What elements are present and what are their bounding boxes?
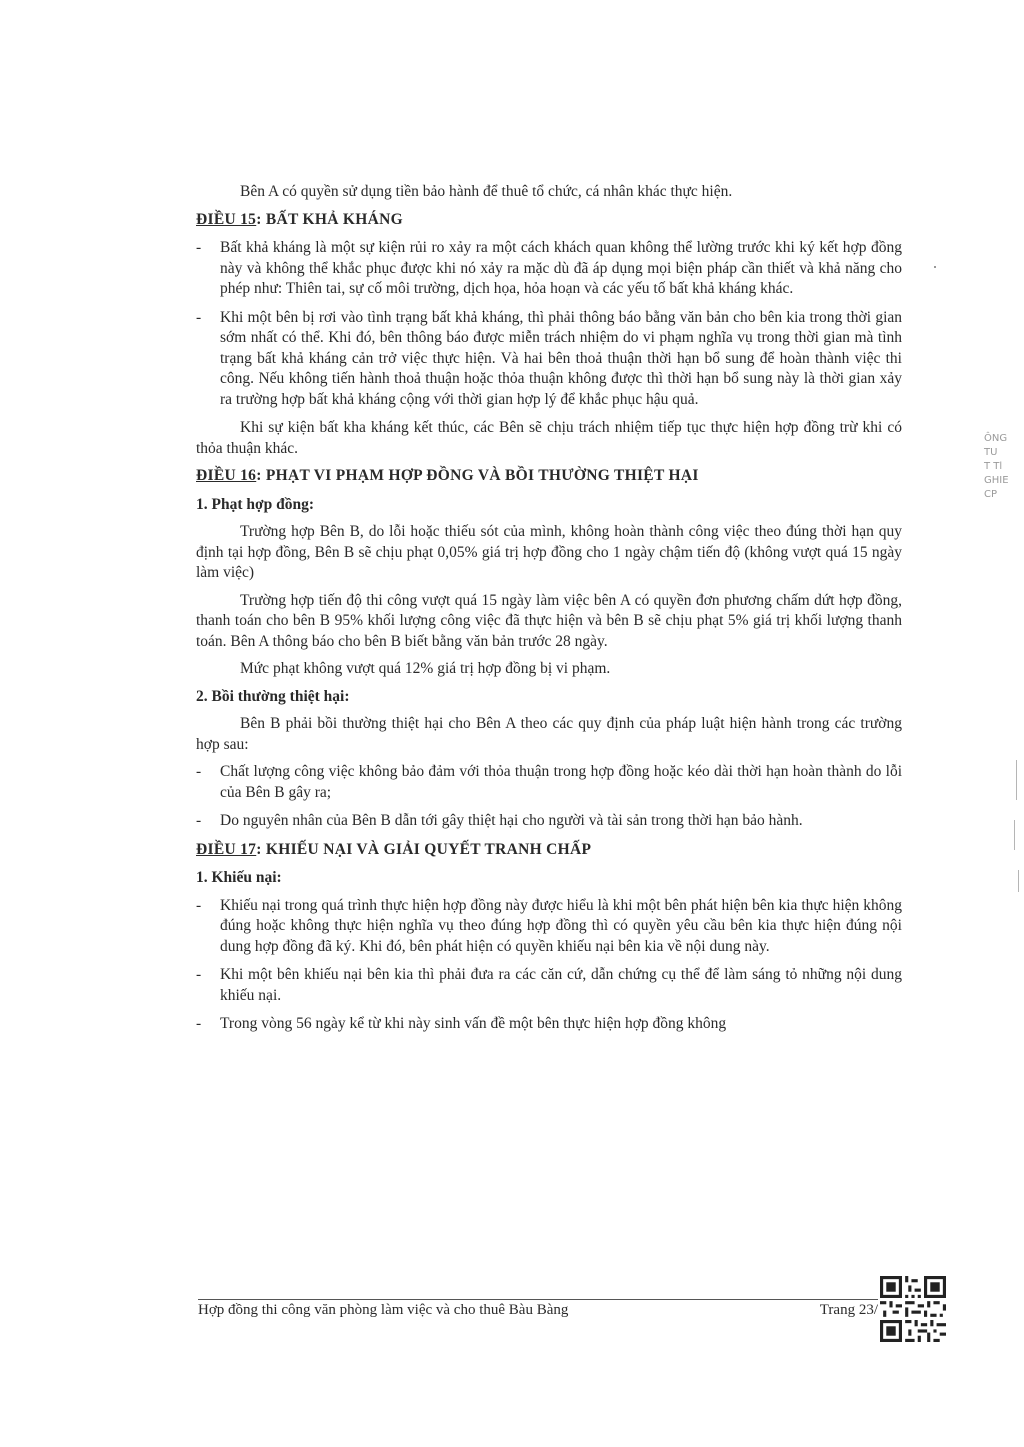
document-body bbox=[196, 182, 902, 1043]
bullet-dash: - bbox=[196, 812, 202, 829]
bullet-text: Chất lượng công việc không bảo đảm với thỏa thuận trong hợp đồng hoặc kéo dài thời hạn hoàn thành do lỗi của Bên B gây ra; bbox=[220, 763, 902, 801]
bullet-text: Do nguyên nhân của Bên B dẫn tới gây thiệt hại cho người và tài sản trong thời hạn bảo hành. bbox=[220, 812, 803, 829]
edge-scan-mark bbox=[1014, 820, 1015, 850]
bullet-dash: - bbox=[196, 966, 202, 983]
article-15-number: ĐIỀU 15 bbox=[196, 210, 257, 228]
article-17-number: ĐIỀU 17 bbox=[196, 840, 257, 858]
article-16-bullet-2 bbox=[196, 811, 902, 832]
intro-paragraph: Bên A có quyền sử dụng tiền bảo hành để thuê tổ chức, cá nhân khác thực hiện. bbox=[240, 183, 733, 200]
article-16-title: : PHẠT VI PHẠM HỢP ĐỒNG VÀ BỒI THƯỜNG THIỆT HẠI bbox=[256, 467, 699, 484]
article-17-sub-1: 1. Khiếu nại: bbox=[196, 869, 282, 886]
scan-speck bbox=[934, 266, 936, 268]
article-16-bullet-1 bbox=[196, 762, 902, 803]
article-15-heading bbox=[196, 210, 902, 231]
article-15-bullet-1 bbox=[196, 238, 902, 300]
article-17-heading bbox=[196, 840, 902, 861]
article-16-heading bbox=[196, 466, 902, 487]
margin-mark: T Tl bbox=[984, 461, 1003, 472]
article-17-bullet-3 bbox=[196, 1014, 902, 1035]
article-16-p3: Mức phạt không vượt quá 12% giá trị hợp đồng bị vi phạm. bbox=[240, 660, 611, 677]
article-17-bullet-2 bbox=[196, 965, 902, 1006]
bullet-text: Bất khả kháng là một sự kiện rủi ro xảy ra một cách khách quan không thể lường trước khi ký kết hợp đồng này và không thể khắc phục được khi nó xảy ra mặc dù đã áp dụng mọi biện pháp cần thiết và khả năng cho phép như: Thiên tai, sự cố môi trường, dịch họa, hỏa hoạn và các yếu tố bất khả kháng khác. bbox=[220, 239, 902, 297]
footer-page-number: Trang 23/ bbox=[819, 1302, 878, 1318]
margin-mark: ÔNG bbox=[984, 433, 1008, 444]
bullet-text: Khi một bên bị rơi vào tình trạng bất khả kháng, thì phải thông báo bằng văn bản cho bên kia trong thời gian sớm nhất có thể. Khi đó, bên thông báo được miễn trách nhiệm do vi phạm nghĩa vụ trong thời gian mà tình trạng bất khả kháng cản trở việc thực hiện. Và hai bên thoả thuận thời hạn bổ sung để hoàn thành việc thi công. Nếu không tiến hành thoả thuận hoặc thỏa thuận không được thì thời hạn bổ sung này là thời gian xảy ra trường hợp bất khả kháng cộng với thời gian hợp lý để khắc phục hậu quả. bbox=[220, 308, 902, 408]
bullet-text: Trong vòng 56 ngày kể từ khi này sinh vấn đề một bên thực hiện hợp đồng không bbox=[220, 1015, 727, 1032]
article-16-sub-1: 1. Phạt hợp đồng: bbox=[196, 495, 314, 513]
article-17-bullet-1 bbox=[196, 896, 902, 958]
bullet-dash: - bbox=[196, 763, 202, 780]
article-16-p2: Trường hợp tiến độ thi công vượt quá 15 ngày làm việc bên A có quyền đơn phương chấm dứt hợp đồng, thanh toán cho bên B 95% khối lượng công việc đã thực hiện và bên B sẽ chịu phạt 5% giá trị khối lượng thanh toán. Bên A thông báo cho bên B biết bằng văn bản trước 28 ngày. bbox=[196, 591, 902, 650]
article-17-title: : KHIẾU NẠI VÀ GIẢI QUYẾT TRANH CHẤP bbox=[256, 840, 592, 858]
article-16-sub-2: 2. Bồi thường thiệt hại: bbox=[196, 687, 350, 705]
bullet-dash: - bbox=[196, 1015, 202, 1032]
article-16-number: ĐIỀU 16 bbox=[196, 467, 257, 484]
bullet-text: Khiếu nại trong quá trình thực hiện hợp đồng này được hiểu là khi một bên phát hiện bên kia thực hiện không đúng hoặc không thực hiện nghĩa vụ theo đúng hợp đồng thì có quyền yêu cầu bên kia thực hiện đúng nội dung hợp đồng đã ký. Khi đó, bên phát hiện có quyền khiếu nại bên kia về nội dung này. bbox=[220, 896, 902, 955]
bullet-dash: - bbox=[196, 896, 202, 914]
margin-mark: TU bbox=[984, 447, 998, 458]
bullet-dash: - bbox=[196, 308, 202, 326]
page-footer bbox=[198, 1299, 878, 1319]
margin-stamp-remnant bbox=[984, 432, 1024, 592]
article-15-closing: Khi sự kiện bất kha kháng kết thúc, các Bên sẽ chịu trách nhiệm tiếp tục thực hiện hợp đồng trừ khi có thỏa thuận khác. bbox=[196, 419, 902, 457]
article-16-p4: Bên B phải bồi thường thiệt hại cho Bên A theo các quy định của pháp luật hiện hành trong các trường hợp sau: bbox=[196, 715, 902, 753]
margin-mark: CP bbox=[984, 489, 998, 500]
bullet-text: Khi một bên khiếu nại bên kia thì phải đưa ra các căn cứ, dẫn chứng cụ thể để làm sáng tỏ những nội dung khiếu nại. bbox=[220, 966, 902, 1004]
margin-mark: GHIE bbox=[984, 475, 1009, 486]
edge-scan-mark bbox=[1016, 760, 1017, 800]
article-15-title: : BẤT KHẢ KHÁNG bbox=[256, 210, 403, 228]
qr-code-icon bbox=[880, 1276, 946, 1342]
footer-document-title: Hợp đồng thi công văn phòng làm việc và cho thuê Bàu Bàng bbox=[198, 1302, 569, 1318]
edge-scan-mark bbox=[1018, 870, 1019, 892]
article-15-bullet-2 bbox=[196, 308, 902, 411]
article-16-p1: Trường hợp Bên B, do lỗi hoặc thiếu sót của mình, không hoàn thành công việc theo đúng thời hạn quy định tại hợp đồng, Bên B sẽ chịu phạt 0,05% giá trị hợp đồng cho 1 ngày chậm tiến độ (không vượt quá 15 ngày làm việc) bbox=[196, 523, 902, 581]
bullet-dash: - bbox=[196, 239, 202, 256]
